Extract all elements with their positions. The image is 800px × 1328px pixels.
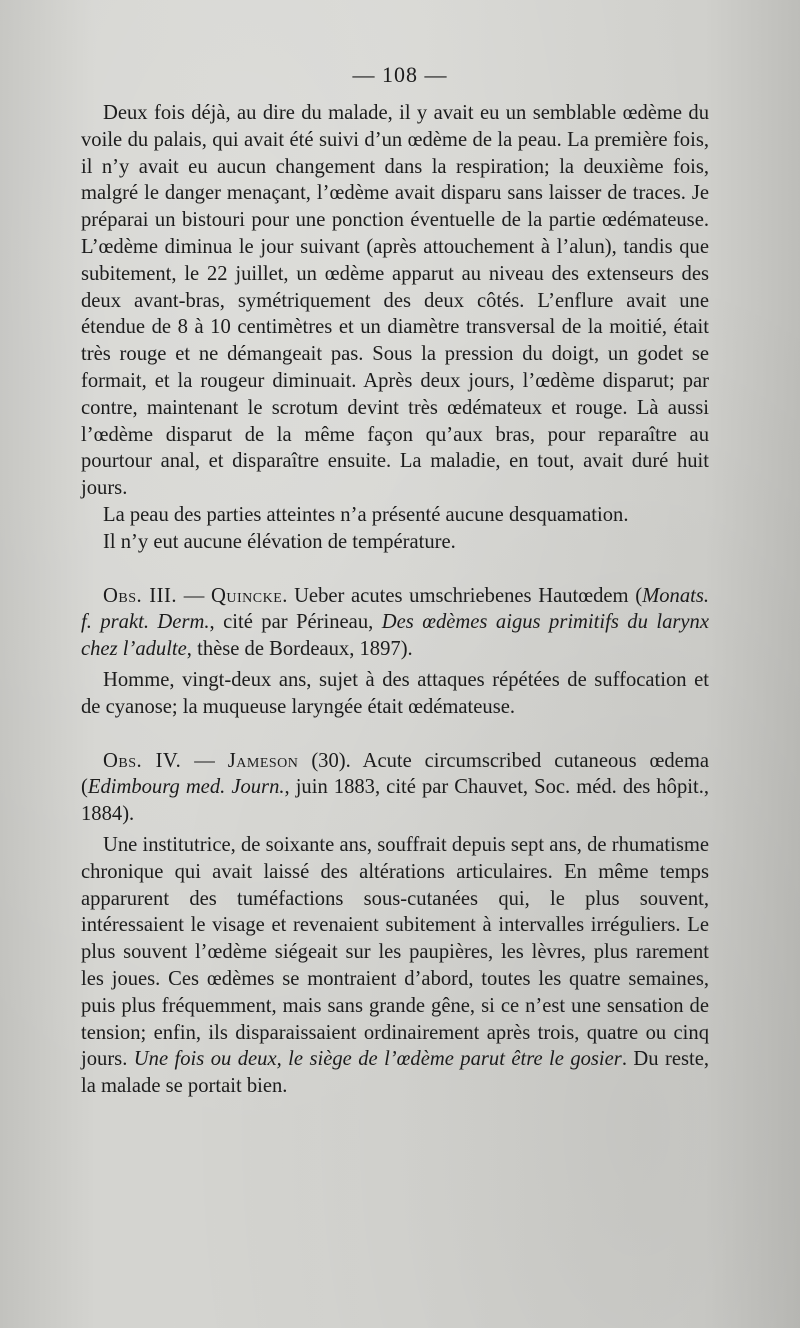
obs-4-heading	[81, 748, 709, 828]
obs-3-citation-mid: , cité par Périneau,	[209, 611, 382, 634]
obs-3-dash: —	[177, 584, 211, 607]
case-paragraph-1: Deux fois déjà, au dire du malade, il y avait eu un semblable œdème du voile du palais, qui avait été suivi d’un œdème de la peau. La première fois, il n’y avait eu aucun changement dans la respiration; la deuxième fois, malgré le danger menaçant, l’œdème avait disparu sans laisser de traces. Je préparai un bistouri pour une ponction éventuelle de la partie œdémateuse. L’œdème diminua le jour suivant (après attouchement à l’alun), tandis que subitement, le 22 juillet, un œdème apparut au niveau des extenseurs des deux avant-bras, symétriquement des deux côtés. L’enflure avait une étendue de 8 à 10 centimètres et un diamètre transversal de la moitié, était très rouge et ne démangeait pas. Sous la pression du doigt, un godet se formait, et la rougeur diminuait. Après deux jours, l’œdème disparut; par contre, maintenant le scrotum devint très œdémateux et rouge. Là aussi l’œdème disparut de la même façon qu’aux bras, pour reparaître au pourtour anal, et disparaître ensuite. La maladie, en tout, avait duré huit jours.	[81, 102, 709, 500]
obs-3-title: . Ueber acutes umschriebenes Hautœdem (	[282, 584, 643, 607]
obs-4-body-text: Une institutrice, de soixante ans, souffrait depuis sept ans, de rhumatisme chronique qui avait laissé des altérations articulaires. En même temps apparurent des tuméfactions sous-cutanées qui, le plus souvent, intéressaient le visage et revenaient subitement à intervalles irréguliers. Le plus souvent l’œdème siégeait sur les paupières, les lèvres, plus rarement les joues. Ces œdèmes se montraient d’abord, toutes les quatre semaines, puis plus fréquemment, mais sans grande gêne, si ce n’est une sensation de tension; enfin, ils disparaissaient ordinairement après trois, quatre ou cinq jours.	[81, 833, 709, 1071]
section-spacer	[81, 721, 709, 748]
obs-3-label: Obs. III.	[103, 584, 178, 607]
case-paragraph-2: La peau des parties atteintes n’a présenté aucune desquamation.	[103, 503, 629, 526]
obs-4-body-end: . Du reste, la malade se portait bien.	[81, 1048, 710, 1098]
obs-4-label: Obs. IV.	[103, 749, 182, 772]
page-number: — 108 —	[352, 62, 448, 87]
obs-3-journal: Monats. f. prakt. Derm.	[81, 584, 710, 634]
obs-3-citation-end: , thèse de Bordeaux, 1897).	[186, 638, 413, 661]
obs-4-dash: —	[181, 749, 228, 772]
obs-4-author: Jameson	[227, 749, 299, 772]
obs-3-heading	[81, 583, 709, 663]
obs-4-body	[81, 832, 709, 1100]
page-body	[81, 100, 709, 1100]
obs-4-journal: Edimbourg med. Journ.	[87, 776, 285, 799]
obs-3-author: Quincke	[210, 584, 283, 607]
obs-3-body: Homme, vingt-deux ans, sujet à des attaques répétées de suffocation et de cyanose; la muqueuse laryngée était œdémateuse.	[81, 668, 709, 718]
obs-3-thesis: Des œdèmes aigus primitifs du larynx chez l’adulte	[81, 611, 709, 661]
obs-4-body-italic: Une fois ou deux, le siège de l’œdème parut être le gosier	[133, 1048, 622, 1071]
obs-4-title: (30). Acute circumscribed cutaneous œdema (	[81, 749, 709, 799]
obs-4-citation-end: , juin 1883, cité par Chauvet, Soc. méd. des hôpit., 1884).	[81, 776, 709, 826]
case-paragraph-3: Il n’y eut aucune élévation de température.	[103, 530, 456, 553]
section-spacer	[81, 556, 709, 583]
